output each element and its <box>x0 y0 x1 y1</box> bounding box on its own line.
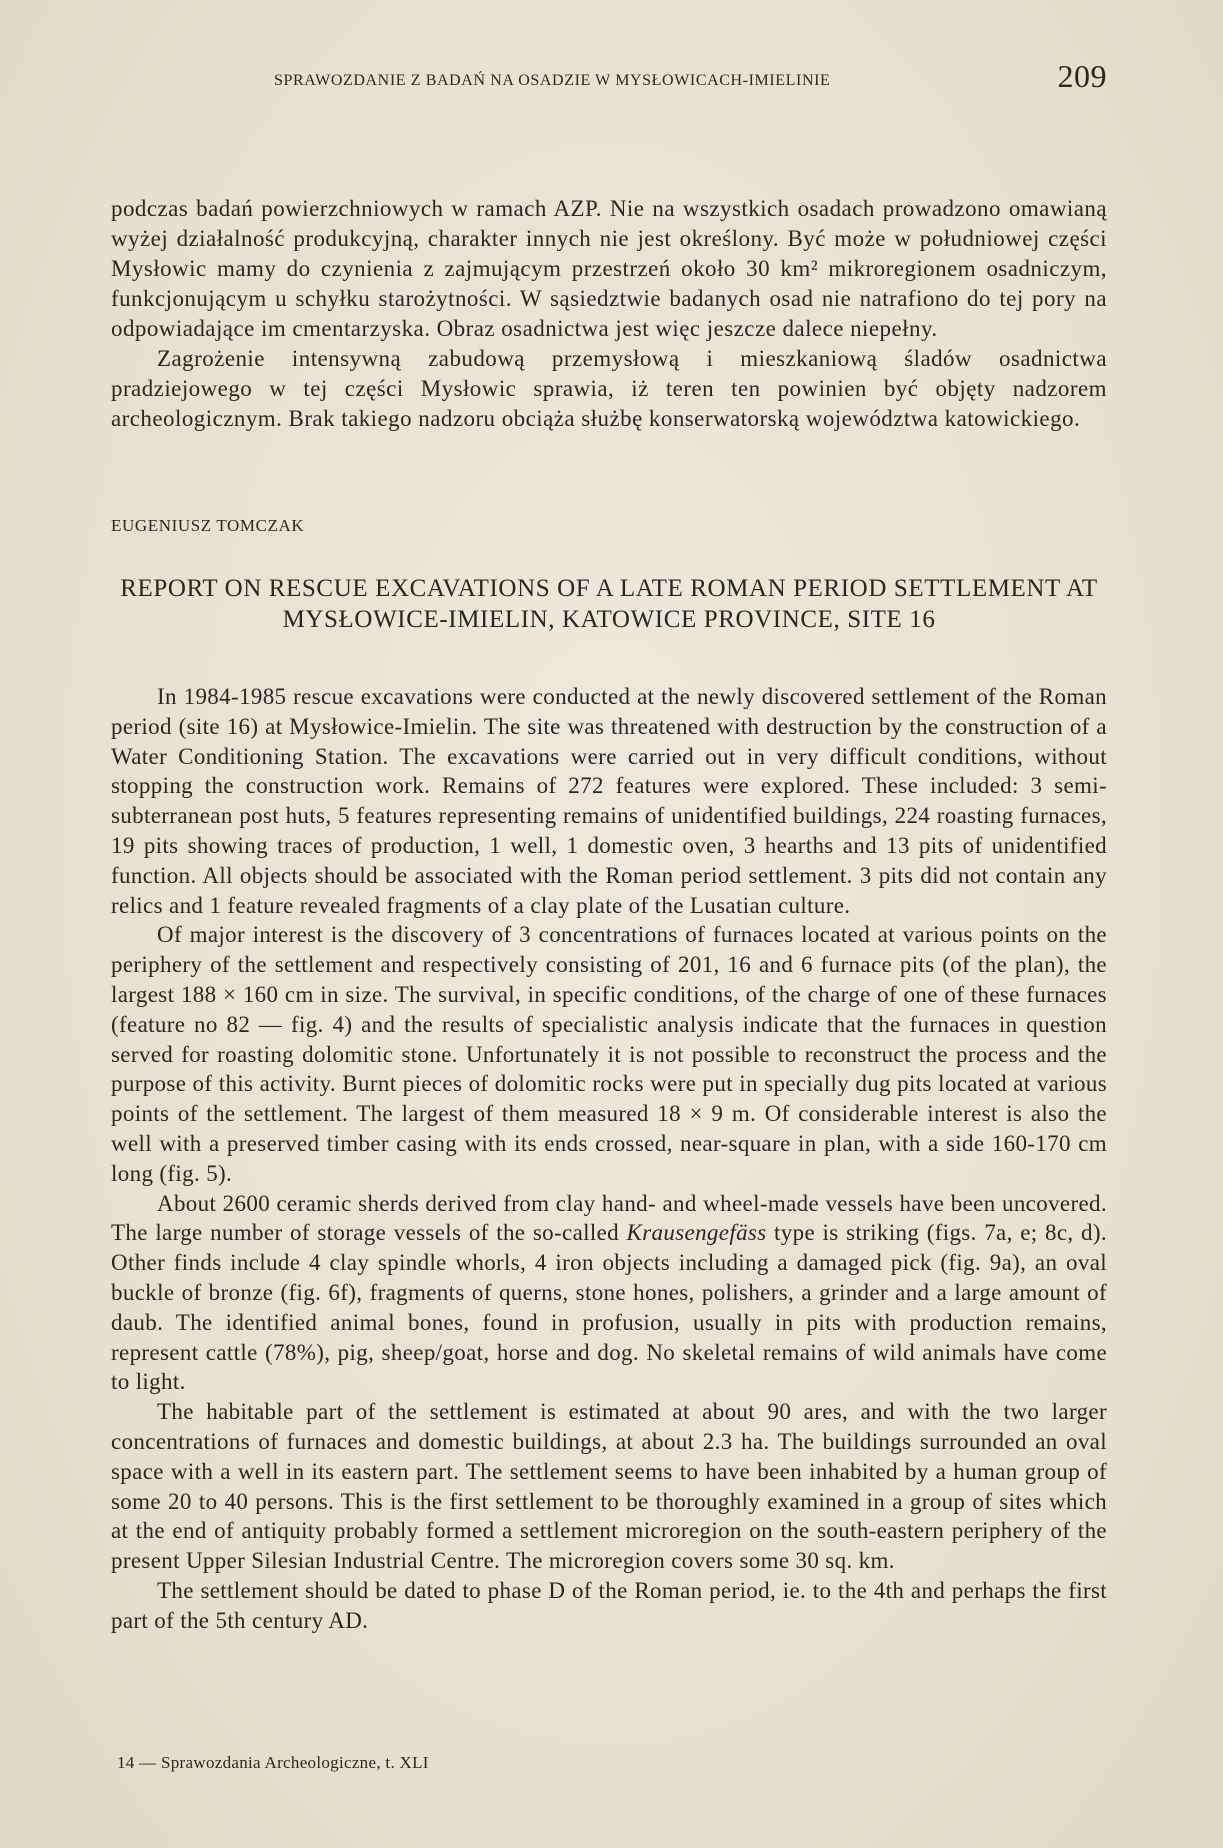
summary-paragraph <box>111 1189 1107 1398</box>
summary-paragraph: Of major interest is the discovery of 3 concentrations of furnaces located at various points on the periphery of the settlement and respectively consisting of 201, 16 and 6 furnace pits (of the plan), the largest 188 × 160 cm in size. The survival, in specific conditions, of the charge of one of these furnaces (feature no 82 — fig. 4) and the results of specialistic analysis indicate that the furnaces in question served for roasting dolomitic stone. Unfortunately it is not possible to reconstruct the process and the purpose of this activity. Burnt pieces of dolomitic rocks were put in specially dug pits located at various points of the settlement. The largest of them measured 18 × 9 m. Of considerable interest is also the well with a preserved timber casing with its ends crossed, near-square in plan, with a side 160-170 cm long (fig. 5). <box>111 922 1107 1186</box>
polish-text-block <box>111 194 1107 434</box>
english-summary <box>111 682 1107 1636</box>
running-title: SPRAWOZDANIE Z BADAŃ NA OSADZIE W MYSŁOWICACH-IMIELINIE <box>274 72 831 89</box>
page-footer: 14 — Sprawozdania Archeologiczne, t. XLI <box>117 1753 429 1772</box>
page-content <box>111 58 1107 1636</box>
summary-paragraph: In 1984-1985 rescue excavations were conducted at the newly discovered settlement of the Roman period (site 16) at Mysłowice-Imielin. The site was threatened with destruction by the construction of a Water Conditioning Station. The excavations were carried out in very difficult conditions, without stopping the construction work. Remains of 272 features were explored. These included: 3 semi-subterranean post huts, 5 features representing remains of unidentified buildings, 224 roasting furnaces, 19 pits showing traces of production, 1 well, 1 domestic oven, 3 hearths and 13 pits of unidentified function. All objects should be associated with the Roman period settlement. 3 pits did not contain any relics and 1 feature revealed fragments of a clay plate of the Lusatian culture. <box>111 684 1107 918</box>
italic-term: Krausengefäss <box>626 1220 767 1246</box>
running-header <box>111 58 1107 98</box>
summary-text: type is striking (figs. 7a, e; 8c, d). Other finds include 4 clay spindle whorls, 4 iron objects including a damaged pick (fig. 9a), an oval buckle of bronze (fig. 6f), fragments of querns, stone hones, polishers, a grinder and a large amount of daub. The identified animal bones, found in profusion, usually in pits with production remains, represent cattle (78%), pig, sheep/goat, horse and dog. No skeletal remains of wild animals have come to light. <box>111 1220 1107 1395</box>
report-title-line: MYSŁOWICE-IMIELIN, KATOWICE PROVINCE, SITE 16 <box>282 606 936 633</box>
report-title <box>111 573 1107 635</box>
author-name: EUGENIUSZ TOMCZAK <box>111 516 305 535</box>
summary-text: About 2600 ceramic sherds derived from clay hand- and wheel-made vessels have been uncovered. The large number of storage vessels of the so-called <box>111 1190 1107 1246</box>
report-title-line: REPORT ON RESCUE EXCAVATIONS OF A LATE ROMAN PERIOD SETTLEMENT AT <box>120 575 1098 602</box>
polish-paragraph: Zagrożenie intensywną zabudową przemysłową i mieszkaniową śladów osadnictwa pradziejowego w tej części Mysłowic sprawia, iż teren ten powinien być objęty nadzorem archeologicznym. Brak takiego nadzoru obciąża służbę konserwatorską województwa katowickiego. <box>111 346 1107 431</box>
page-number: 209 <box>1057 58 1107 94</box>
summary-paragraph: The settlement should be dated to phase D of the Roman period, ie. to the 4th and perhaps the first part of the 5th century AD. <box>111 1577 1107 1633</box>
polish-paragraph: podczas badań powierzchniowych w ramach AZP. Nie na wszystkich osadach prowadzono omawianą wyżej działalność produkcyjną, charakter innych nie jest określony. Być może w południowej części Mysłowic mamy do czynienia z zajmującym przestrzeń około 30 km² mikroregionem osadniczym, funkcjonującym u schyłku starożytności. W sąsiedztwie badanych osad nie natrafiono do tej pory na odpowiadające im cmentarzyska. Obraz osadnictwa jest więc jeszcze dalece niepełny. <box>111 196 1107 341</box>
summary-paragraph: The habitable part of the settlement is estimated at about 90 ares, and with the two larger concentrations of furnaces and domestic buildings, at about 2.3 ha. The buildings surrounded an oval space with a well in its eastern part. The settlement seems to have been inhabited by a human group of some 20 to 40 persons. This is the first settlement to be thoroughly examined in a group of sites which at the end of antiquity probably formed a settlement microregion on the south-eastern periphery of the present Upper Silesian Industrial Centre. The microregion covers some 30 sq. km. <box>111 1399 1107 1574</box>
